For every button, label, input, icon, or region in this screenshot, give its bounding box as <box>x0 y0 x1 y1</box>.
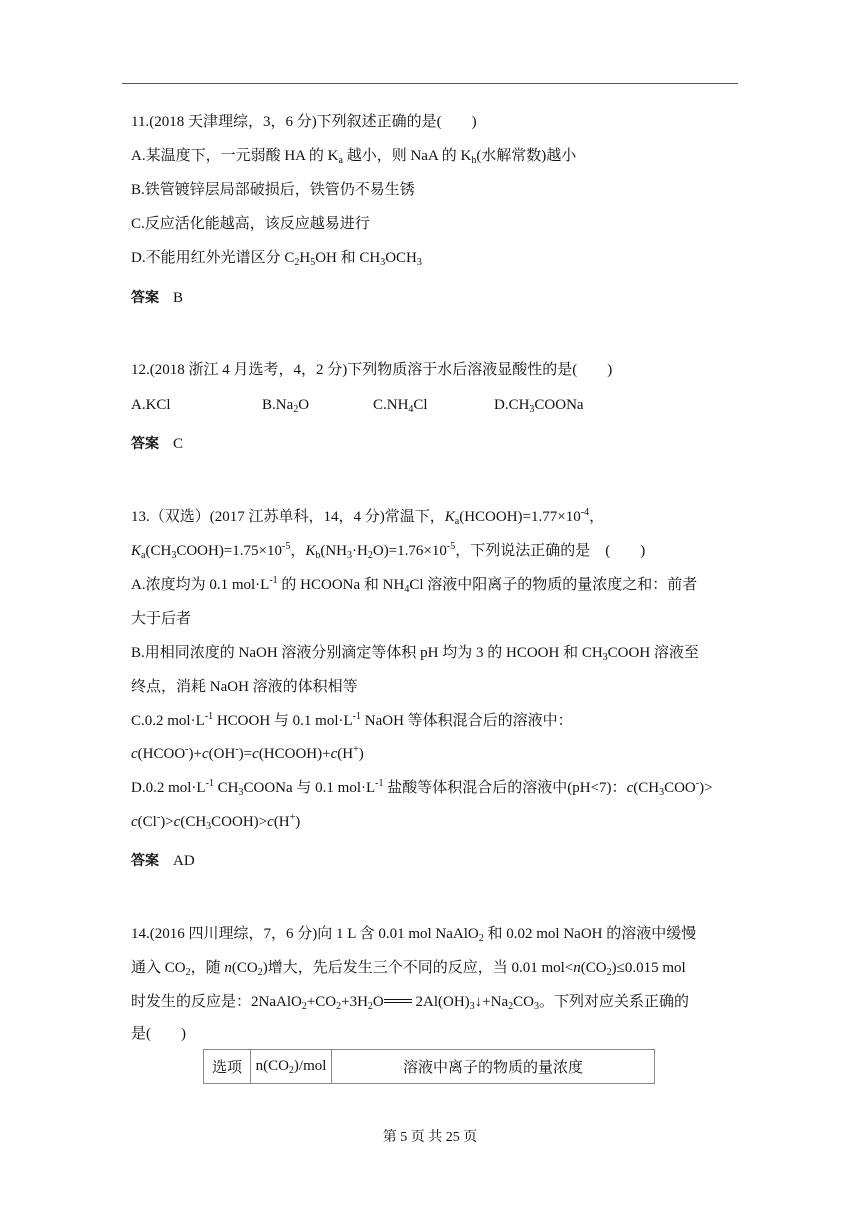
q12-option-b: $B.Na_2O$ <box>262 397 310 415</box>
q13-option-d-line1: D.0.2 $mol\cdot L^{-1}$ $CH_3COONa$ 与 0.1 $mol\cdot L^{-1}$ 盐酸等体积混合后的溶液中(pH<7)：$c(CH_3COO^-)>$ <box>131 778 713 798</box>
q12-option-a: A.KCl <box>131 397 171 413</box>
q11-option-a: A.某温度下，一元弱酸 HA 的 $K_a$ 越小，则 NaA 的 $K_h$(水解常数)越小 <box>131 148 577 166</box>
q14-stem-line3: 时发生的反应是：$2NaAlO_2+CO_2+3H_2O$ $2Al(OH)_3↓+Na_2CO_3$。下列对应关系正确的 <box>131 994 689 1012</box>
q12-option-c: $C.NH_4Cl$ <box>373 397 428 415</box>
q11-option-b: B.铁管镀锌层局部破损后，铁管仍不易生锈 <box>131 182 415 198</box>
q12-stem: 12.(2018 浙江 4 月选考，4，2 分)下列物质溶于水后溶液显酸性的是( ) <box>131 362 613 378</box>
q14-stem-line1: 14.(2016 四川理综，7，6 分)向 1 L 含 0.01 mol NaAlO$_2$ 和 0.02 mol NaOH 的溶液中缓慢 <box>131 926 697 944</box>
q11-answer: 答案 B <box>131 290 184 306</box>
q12-answer: 答案 C <box>131 436 184 452</box>
equals-sign <box>384 996 412 1006</box>
q13-option-b-line1: B.用相同浓度的 NaOH 溶液分别滴定等体积 pH 均为 3 的 HCOOH 和 $CH_3COOH$ 溶液至 <box>131 645 699 663</box>
q13-stem-line2: $K_a(CH_3COOH)=1.75\times 10^{-5}$，$K_b(NH_3\cdot H_2O)=1.76\times 10^{-5}$，下列说法正确的是 ( ) <box>131 541 646 561</box>
q11-option-c: C.反应活化能越高，该反应越易进行 <box>131 216 370 232</box>
q13-answer: 答案 AD <box>131 853 195 869</box>
table-header-concentration: 溶液中离子的物质的量浓度 <box>332 1050 655 1084</box>
q13-option-c-line2: c(HCOO-)+c(OH-)=c(HCOOH)+c(H+) <box>131 744 364 762</box>
q14-stem-line2: 通入 $CO_2$，随 $n(CO_2)$增大，先后发生三个不同的反应，当 0.01 $mol<n(CO_2)\le 0.015$ mol <box>131 960 686 978</box>
table-header-option: 选项 <box>204 1050 251 1084</box>
q13-option-c-line1: C.0.2 $mol\cdot L^{-1}$ HCOOH 与 0.1 $mol\cdot L^{-1}$ NaOH 等体积混合后的溶液中： <box>131 711 573 729</box>
table-header-row <box>204 1050 655 1084</box>
q13-option-a-line1: A.浓度均为 0.1 $mol\cdot L^{-1}$ 的 HCOONa 和 $NH_4Cl$ 溶液中阳离子的物质的量浓度之和：前者 <box>131 575 698 595</box>
q11-option-d: D.不能用红外光谱区分 $C_2H_5OH$ 和 $CH_3OCH_3$ <box>131 250 422 268</box>
q13-option-a-line2: 大于后者 <box>131 611 192 627</box>
q13-stem-line1: 13.（双选）(2017 江苏单科，14，4 分)常温下，$K_a(HCOOH)=1.77\times 10^{-4}$， <box>131 507 605 527</box>
header-rule <box>122 83 738 84</box>
page-footer: 第 5 页 共 25 页 <box>382 1130 478 1145</box>
table-header-n-co2: $n(CO_2)$/mol <box>251 1050 332 1084</box>
q13-option-d-line2: $c(Cl^-)>c(CH_3COOH)>c(H^+)$ <box>131 812 301 832</box>
q14-options-table <box>203 1049 655 1084</box>
q13-option-b-line2: 终点，消耗 NaOH 溶液的体积相等 <box>131 679 358 695</box>
q14-stem-line4: 是( ) <box>131 1026 186 1042</box>
q12-option-d: $D.CH_3COONa$ <box>494 397 584 415</box>
q11-stem: 11.(2018 天津理综，3，6 分)下列叙述正确的是( ) <box>131 114 477 130</box>
